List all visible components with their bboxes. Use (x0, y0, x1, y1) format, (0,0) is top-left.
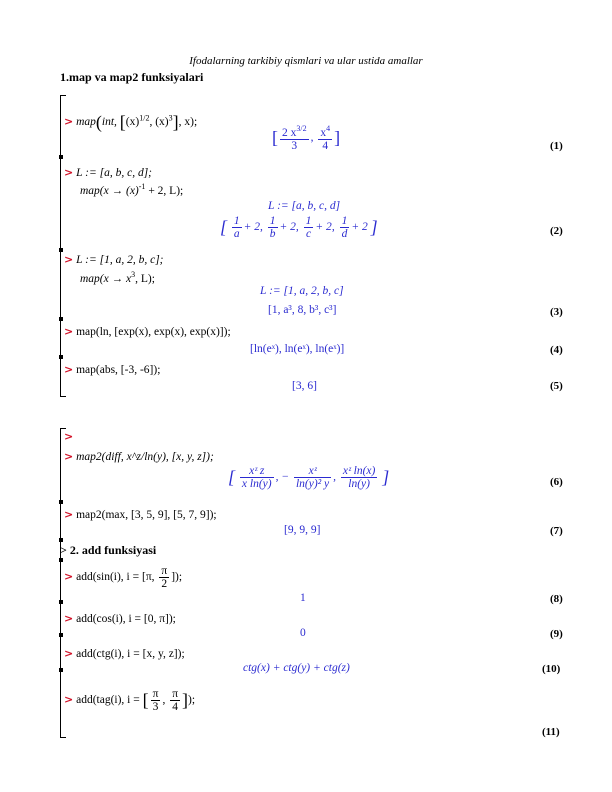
num: 2 x (282, 126, 297, 139)
input-line-3b[interactable] (80, 270, 155, 285)
num: π (161, 565, 168, 577)
plus: + 2 (243, 221, 261, 234)
cmd: add(sin(i), i = [π, (76, 571, 155, 584)
prompt-icon: > (64, 325, 74, 338)
num: 1 (341, 215, 348, 227)
equation-label: (10) (542, 663, 561, 675)
prompt-icon: > (64, 166, 74, 179)
document-title: Ifodalarning tarkibiy qismlari va ular ustida amallar (189, 55, 423, 67)
num: xᶻ (294, 465, 331, 478)
output-6: [ $\frac{\text{xᶻ z}}{\text{x ln(y)}}$ , − $\frac{\text{xᶻ}}{\text{ln(y)² y}}$ , $\frac{\text{xᶻ ln(x)}}{\ln(y)}$ ] (228, 465, 390, 490)
exp: 1/2 (139, 113, 150, 123)
den: ln(y) (348, 478, 370, 490)
cmd: ); (188, 694, 196, 707)
prompt-icon: > (64, 450, 74, 463)
den: 3 (291, 139, 298, 152)
plus: + 2 (279, 221, 296, 234)
den: x ln(y) (241, 478, 272, 490)
num: π (172, 688, 178, 700)
exp: -1 (138, 182, 146, 191)
cmd: map(x → x (80, 272, 132, 285)
output-7: [9, 9, 9] (284, 524, 321, 536)
exp: 4 (326, 124, 331, 133)
num: 1 (305, 215, 312, 227)
cmd: add(cos(i), i = [0, π]); (76, 613, 176, 625)
output-10: ctg(x) + ctg(y) + ctg(z) (243, 662, 350, 674)
prompt-icon: > (64, 253, 74, 266)
den: ln(y)² y (295, 478, 330, 490)
output-9: 0 (300, 627, 306, 639)
execution-group-bracket (60, 428, 61, 738)
plus: + 2 (315, 221, 332, 234)
den: d (341, 228, 348, 240)
equation-label: (7) (550, 525, 563, 537)
cmd: L := [a, b, c, d]; (76, 167, 153, 179)
exp: 3/2 (296, 124, 307, 133)
prompt-icon: > (64, 693, 74, 707)
cmd: map(ln, [exp(x), exp(x), exp(x)]); (76, 326, 231, 338)
cmd: ]); (171, 571, 183, 584)
x: , (x) (149, 116, 169, 129)
num: x (320, 126, 327, 139)
den: b (269, 228, 276, 240)
prompt-icon: > (64, 115, 74, 129)
num: π (152, 688, 159, 700)
output-4: [ln(eˣ), ln(eˣ), ln(eˣ)] (250, 343, 345, 355)
cmd: add(tag(i), i = (76, 694, 140, 707)
prompt-icon: > (64, 647, 74, 660)
output-3b: [1, a³, 8, b³, c³] (268, 304, 337, 316)
cmd: , L); (135, 272, 155, 285)
equation-label: (8) (550, 593, 563, 605)
section-heading-add: > 2. add funksiyasi (60, 543, 157, 557)
output-8: 1 (300, 592, 306, 604)
cmd: map(x → (x) (80, 184, 139, 197)
input-line-10[interactable] (64, 647, 185, 660)
prompt-icon: > (64, 570, 74, 584)
output-5: [3, 6] (292, 380, 317, 392)
output-3a: L := [1, a, 2, b, c] (260, 285, 344, 297)
output-2a: L := [a, b, c, d] (268, 200, 341, 212)
input-line-2[interactable] (64, 166, 152, 179)
cmd: add(ctg(i), i = [x, y, z]); (76, 648, 185, 660)
num: 1 (269, 215, 276, 227)
input-line-9[interactable] (64, 612, 176, 625)
den: 4 (172, 701, 178, 713)
fn: map (76, 116, 96, 129)
input-line-11[interactable]: > add(tag(i), i = [ $\frac{\pi}{3}$ , $\frac{\pi}{4}$ ]); (64, 688, 196, 713)
x: (x) (125, 116, 140, 129)
num: 1 (233, 215, 240, 227)
output-1: [ $\frac{2 x^{3/2}}{3}$ , $\frac{x^4}{4}$ ] (272, 124, 341, 152)
cmd: + 2, L); (148, 184, 184, 197)
equation-label: (9) (550, 628, 563, 640)
exp: 3 (168, 113, 173, 123)
cmd: map2(diff, x^z/ln(y), [x, y, z]); (76, 451, 214, 463)
prompt-icon: > (64, 508, 74, 521)
equation-label: (11) (542, 726, 560, 738)
prompt-icon: > (64, 363, 74, 376)
den: a (233, 228, 240, 240)
prompt-icon: > (64, 612, 74, 625)
input-line-2b[interactable] (80, 182, 183, 197)
equation-label: (4) (550, 344, 563, 356)
equation-label: (2) (550, 225, 563, 237)
section-heading-map: 1.map va map2 funksiyalari (60, 70, 204, 84)
cmd: map(abs, [-3, -6]); (76, 364, 161, 376)
exp: 3 (131, 270, 136, 279)
arg: int, (101, 116, 117, 129)
input-line-3[interactable] (64, 253, 164, 266)
input-line-6[interactable] (64, 450, 214, 463)
execution-group-bracket (60, 95, 61, 397)
input-line-8[interactable] (64, 565, 182, 590)
den: 3 (152, 701, 159, 713)
den: 4 (322, 139, 329, 152)
num: xᶻ z (240, 465, 274, 478)
input-line-7[interactable] (64, 508, 217, 521)
output-2b: [ $\frac{1}{a}$ + 2, $\frac{1}{b}$ + 2, $\frac{1}{c}$ + 2, $\frac{1}{d}$ + 2 ] (220, 215, 378, 240)
plus: + 2 (351, 221, 368, 234)
num: xᶻ ln(x) (342, 465, 376, 477)
cmd: map2(max, [3, 5, 9], [5, 7, 9]); (76, 509, 217, 521)
rest: , x); (178, 116, 198, 129)
den: c (305, 228, 312, 240)
input-line-1[interactable]: > map(int, [$(x)^{1/2}$, $(x)^3$], x); (64, 112, 198, 132)
equation-label: (1) (550, 140, 563, 152)
empty-prompt-icon[interactable]: > (64, 430, 74, 443)
den: 2 (161, 578, 168, 590)
input-line-5[interactable] (64, 363, 160, 376)
equation-label: (6) (550, 476, 563, 488)
equation-label: (3) (550, 306, 563, 318)
input-line-4[interactable] (64, 325, 231, 338)
equation-label: (5) (550, 380, 563, 392)
cmd: L := [1, a, 2, b, c]; (76, 254, 164, 266)
